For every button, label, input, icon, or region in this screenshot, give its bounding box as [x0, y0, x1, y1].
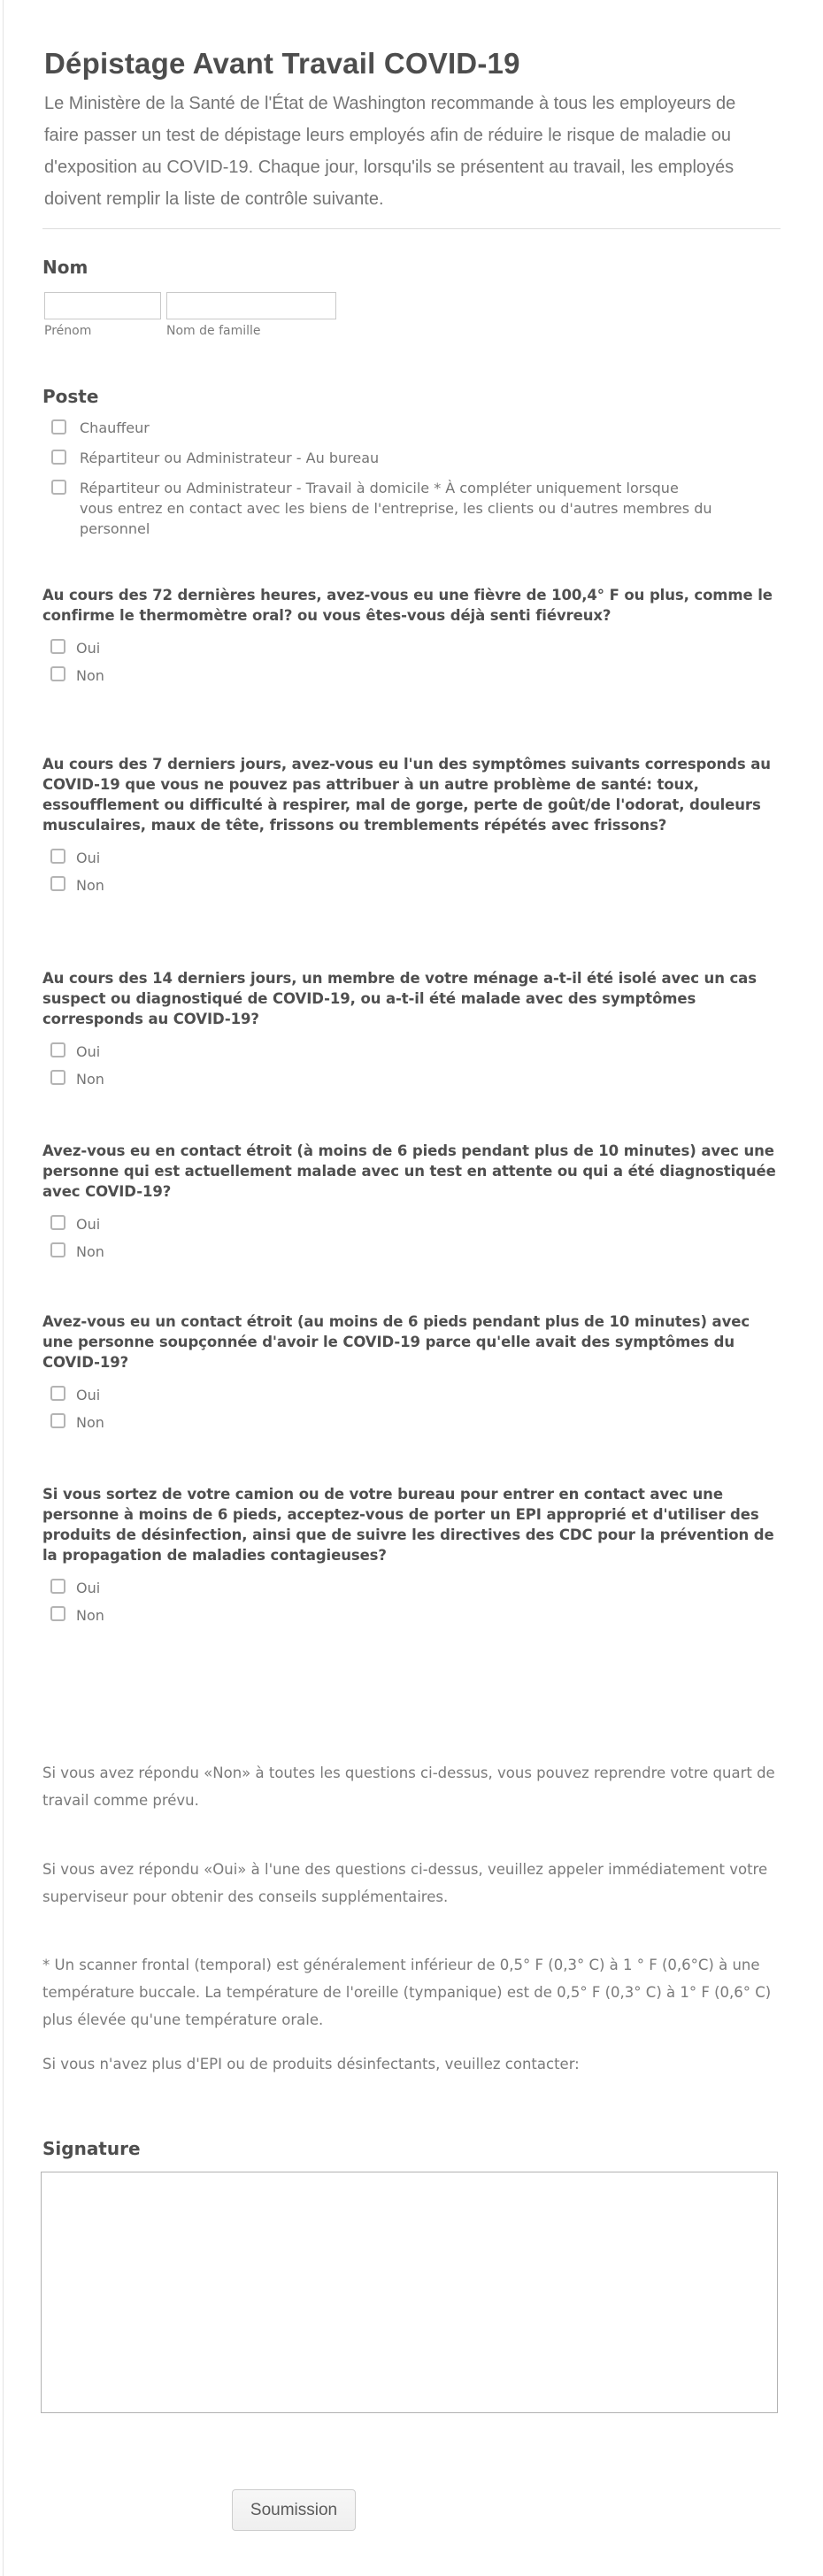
option-label: Répartiteur ou Administrateur - Au bureau: [80, 450, 380, 466]
checkbox-icon[interactable]: [50, 1242, 65, 1257]
name-field-label: Nom: [42, 257, 88, 278]
question-label: Au cours des 14 derniers jours, un membre de votre ménage a-t-il été isolé avec un cas suspect ou diagnostiqué de COVID-19, ou a-t-il été malade avec des symptômes corresponds au COVID-19?: [42, 970, 757, 1027]
checkbox-icon[interactable]: [51, 450, 66, 465]
poste-option-domicile[interactable]: [42, 478, 715, 539]
checkbox-icon[interactable]: [50, 1215, 65, 1230]
poste-option-bureau[interactable]: [42, 448, 715, 468]
last-name-input[interactable]: [166, 292, 336, 319]
option-label: Non: [76, 1607, 104, 1624]
checkbox-icon[interactable]: [50, 1042, 65, 1057]
question-ppe-agreement: [42, 1484, 781, 1633]
option-label: Chauffeur: [80, 419, 150, 436]
option-non[interactable]: [42, 1412, 781, 1433]
option-label: Oui: [76, 850, 101, 866]
last-name-sublabel: Nom de famille: [166, 324, 261, 338]
option-label: Oui: [76, 1216, 101, 1233]
option-label: Non: [76, 877, 104, 894]
option-label: Oui: [76, 1387, 101, 1403]
checkbox-icon[interactable]: [51, 419, 66, 434]
option-oui[interactable]: [42, 848, 781, 868]
option-label: Oui: [76, 1043, 101, 1060]
question-label: Si vous sortez de votre camion ou de votre bureau pour entrer en contact avec une personne à moins de 6 pieds, acceptez-vous de porter un EPI approprié et d'utiliser des produits de désinfection, ainsi que de suivre les directives des CDC pour la prévention de la propagation de maladies contagieuses?: [42, 1486, 774, 1564]
option-label: Oui: [76, 640, 101, 657]
checkbox-icon[interactable]: [50, 639, 65, 654]
question-household: [42, 968, 781, 1096]
question-symptoms: [42, 754, 781, 903]
checkbox-icon[interactable]: [50, 849, 65, 864]
section-divider: [42, 228, 781, 229]
question-fever: [42, 585, 781, 693]
option-oui[interactable]: [42, 1042, 781, 1062]
form-title: Dépistage Avant Travail COVID-19: [44, 47, 520, 80]
form-intro: Le Ministère de la Santé de l'État de Washington recommande à tous les employeurs de faire passer un test de dépistage leurs employés afin de réduire le risque de maladie ou d'exposition au COVID-19. Chaque jour, lorsqu'ils se présentent au travail, les employés doivent remplir la liste de contrôle suivante.: [44, 94, 736, 209]
checkbox-icon[interactable]: [50, 1579, 65, 1594]
question-label: Au cours des 7 derniers jours, avez-vous eu l'un des symptômes suivants corresponds au COVID-19 que vous ne pouvez pas attribuer à un autre problème de santé: toux, essoufflement ou difficulté à respirer, mal de gorge, perte de goût/de l'odorat, douleurs musculaires, maux de tête, frissons ou tremblements répétés avec frissons?: [42, 756, 771, 834]
option-oui[interactable]: [42, 638, 781, 658]
checkbox-icon[interactable]: [50, 1386, 65, 1401]
checkbox-icon[interactable]: [50, 1070, 65, 1085]
question-label: Avez-vous eu un contact étroit (au moins de 6 pieds pendant plus de 10 minutes) avec une personne soupçonnée d'avoir le COVID-19 parce qu'elle avait des symptômes du COVID-19?: [42, 1313, 750, 1371]
poste-option-chauffeur[interactable]: [42, 418, 715, 438]
option-non[interactable]: [42, 1242, 781, 1262]
last-name-group: [166, 292, 336, 338]
option-label: Non: [76, 1243, 104, 1260]
page-left-edge: [3, 0, 4, 2576]
note-answered-non: Si vous avez répondu «Non» à toutes les questions ci-dessus, vous pouvez reprendre votre quart de travail comme prévu.: [42, 1765, 775, 1809]
question-label: Au cours des 72 dernières heures, avez-vous eu une fièvre de 100,4° F ou plus, comme le confirme le thermomètre oral? ou vous êtes-vous déjà senti fiévreux?: [42, 587, 773, 624]
option-label: Non: [76, 1071, 104, 1088]
name-field: [44, 292, 336, 338]
first-name-sublabel: Prénom: [44, 324, 92, 338]
option-label: Répartiteur ou Administrateur - Travail à domicile * À compléter uniquement lorsque vous entrez en contact avec les biens de l'entreprise, les clients ou d'autres membres du personnel: [80, 480, 712, 537]
note-answered-oui: Si vous avez répondu «Oui» à l'une des questions ci-dessus, veuillez appeler immédiatement votre superviseur pour obtenir des conseils supplémentaires.: [42, 1861, 768, 1905]
poste-options: [42, 418, 715, 549]
note-ppe-contact: Si vous n'avez plus d'EPI ou de produits désinfectants, veuillez contacter:: [42, 2056, 580, 2072]
option-non[interactable]: [42, 665, 781, 686]
option-oui[interactable]: [42, 1214, 781, 1234]
option-label: Non: [76, 667, 104, 684]
submit-button[interactable]: Soumission: [232, 2489, 356, 2531]
option-oui[interactable]: [42, 1578, 781, 1598]
checkbox-icon[interactable]: [50, 876, 65, 891]
signature-field-label: Signature: [42, 2138, 141, 2159]
question-close-contact-diagnosed: [42, 1141, 781, 1269]
option-non[interactable]: [42, 1069, 781, 1089]
signature-pad[interactable]: [41, 2172, 778, 2413]
question-close-contact-suspected: [42, 1311, 781, 1440]
option-label: Oui: [76, 1580, 101, 1596]
question-label: Avez-vous eu en contact étroit (à moins de 6 pieds pendant plus de 10 minutes) avec une personne qui est actuellement malade avec un test en attente ou qui a été diagnostiquée avec COVID-19?: [42, 1142, 776, 1200]
checkbox-icon[interactable]: [50, 1606, 65, 1621]
option-non[interactable]: [42, 1605, 781, 1626]
first-name-input[interactable]: [44, 292, 161, 319]
note-temperature-info: * Un scanner frontal (temporal) est généralement inférieur de 0,5° F (0,3° C) à 1 ° F (0,6°C) à une température buccale. La température de l'oreille (tympanique) est de 0,5° F (0,3° C) à 1° F (0,6° C) plus élevée qu'une température orale.: [42, 1957, 772, 2028]
option-non[interactable]: [42, 875, 781, 896]
poste-field-label: Poste: [42, 386, 99, 407]
option-oui[interactable]: [42, 1385, 781, 1405]
checkbox-icon[interactable]: [50, 666, 65, 681]
checkbox-icon[interactable]: [51, 480, 66, 495]
first-name-group: [44, 292, 166, 338]
option-label: Non: [76, 1414, 104, 1431]
checkbox-icon[interactable]: [50, 1413, 65, 1428]
